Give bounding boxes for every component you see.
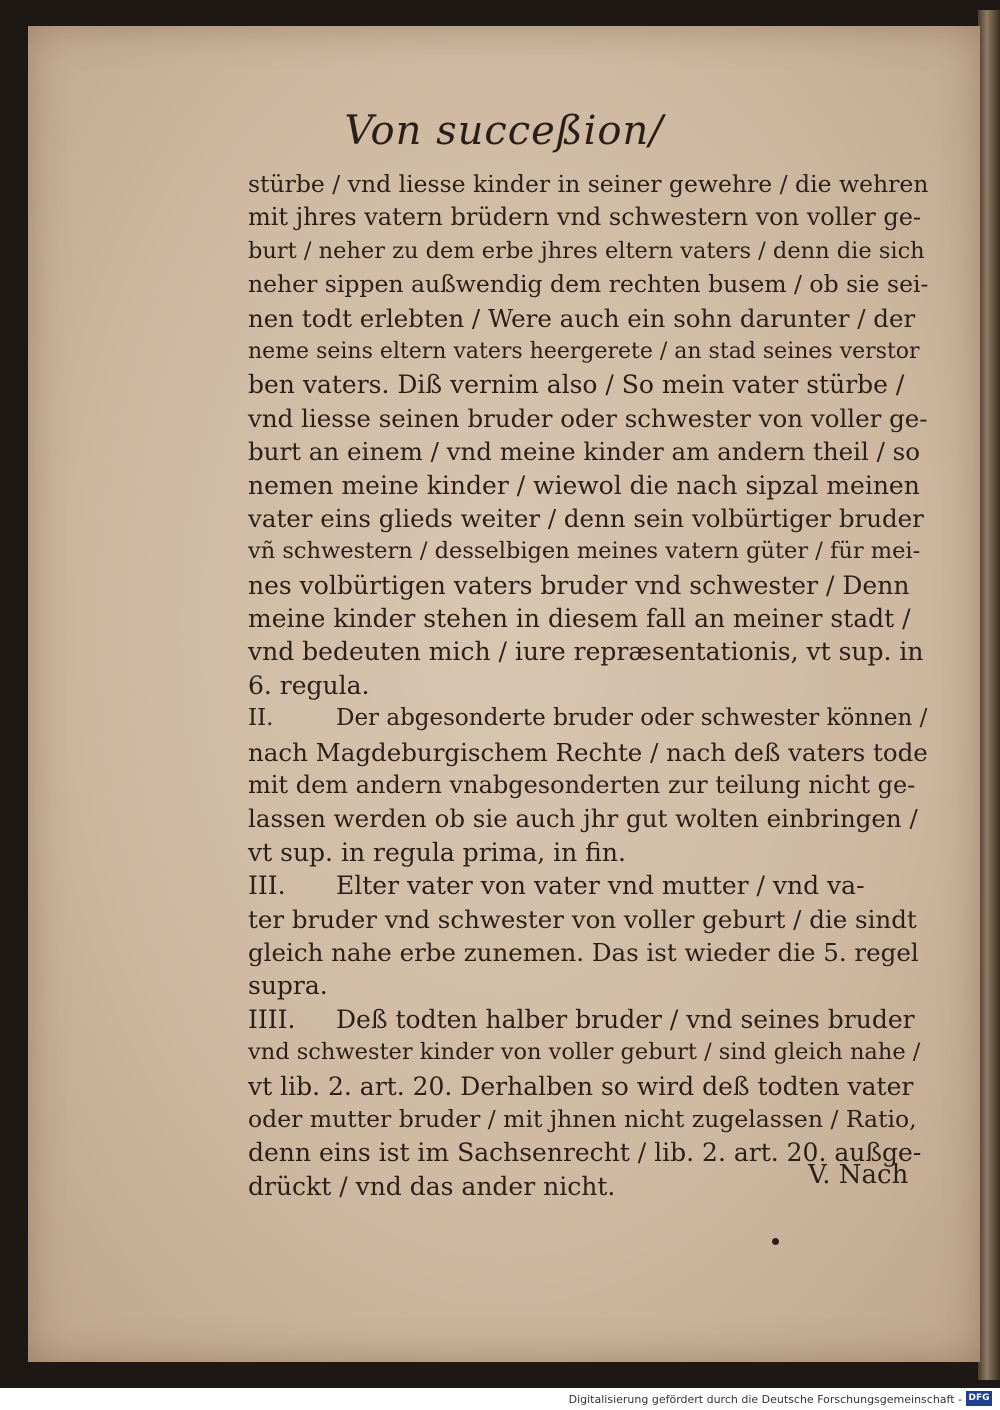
footer-bar: [0, 1388, 1000, 1410]
text-line: gleich nahe erbe zunemen. Das ist wieder die 5. regel: [248, 937, 919, 967]
text-line: ben vaters. Diß vernim also / So mein vater stürbe /: [248, 370, 905, 400]
book-edge: [978, 10, 1000, 1380]
text-line: oder mutter bruder / mit jhnen nicht zugelassen / Ratio,: [248, 1104, 917, 1133]
rule-4-line: IIII. Deß todten halber bruder / vnd seines bruder: [248, 1003, 928, 1036]
text-line: denn eins ist im Sachsenrecht / lib. 2. art. 20. außge-: [248, 1138, 922, 1168]
text-line: neher sippen außwendig dem rechten busem / ob sie sei-: [248, 270, 929, 299]
text-line: neme seins eltern vaters heergerete / an stad seines verstor: [248, 338, 920, 364]
text-line: ter bruder vnd schwester von voller geburt / die sindt: [248, 904, 917, 934]
dfg-credit: Digitalisierung gefördert durch die Deutsche Forschungsgemeinschaft -: [568, 1393, 962, 1406]
dfg-logo-icon: DFG: [966, 1391, 992, 1406]
text-line: nemen meine kinder / wiewol die nach sipzal meinen: [248, 470, 920, 500]
text-line: stürbe / vnd liesse kinder in seiner gewehre / die wehren: [248, 170, 929, 198]
rule-number: IIII.: [248, 1004, 296, 1034]
text-line: vnd schwester kinder von voller geburt / sind gleich nahe /: [248, 1039, 921, 1066]
text-line: burt an einem / vnd meine kinder am andern theil / so: [248, 437, 920, 467]
text-line: vater eins glieds weiter / denn sein volbürtiger bruder: [248, 503, 924, 533]
text-line: mit dem andern vnabgesonderten zur teilung nicht ge-: [248, 771, 916, 800]
rule-number: II.: [248, 705, 274, 732]
text-line: mit jhres vatern brüdern vnd schwestern von voller ge-: [248, 203, 922, 232]
text-line: vt sup. in regula prima, in fin.: [248, 837, 626, 867]
text-line: 6. regula.: [248, 670, 370, 700]
text-line: burt / neher zu dem erbe jhres eltern vaters / denn die sich: [248, 237, 925, 264]
text-line: nes volbürtigen vaters bruder vnd schwester / Denn: [248, 570, 910, 600]
text-line: vnd liesse seinen bruder oder schwester von voller ge-: [248, 403, 928, 433]
ink-dot: [772, 1238, 779, 1245]
page-body: [248, 168, 928, 1203]
text-line: vt lib. 2. art. 20. Derhalben so wird deß todten vater: [248, 1071, 914, 1101]
page-header: Von succeßion/: [344, 108, 664, 154]
text-line: lassen werden ob sie auch jhr gut wolten einbringen /: [248, 804, 918, 834]
text-line: supra.: [248, 971, 328, 1001]
text-line: nach Magdeburgischem Rechte / nach deß vaters tode: [248, 737, 928, 767]
text-line: drückt / vnd das ander nicht.: [248, 1171, 616, 1201]
rule-number: III.: [248, 871, 286, 901]
rule-2-line: II. Der abgesonderte bruder oder schwester können /: [248, 702, 928, 735]
catchword: V. Nach: [808, 1160, 909, 1190]
text-line: vnd bedeuten mich / iure repræsentationis, vt sup. in: [248, 637, 924, 667]
text-line: nen todt erlebten / Were auch ein sohn darunter / der: [248, 303, 916, 333]
text-line: meine kinder stehen in diesem fall an meiner stadt /: [248, 604, 911, 634]
rule-3-line: III. Elter vater von vater vnd mutter / vnd va-: [248, 869, 928, 902]
text-line: vñ schwestern / desselbigen meines vatern güter / für mei-: [248, 538, 921, 565]
